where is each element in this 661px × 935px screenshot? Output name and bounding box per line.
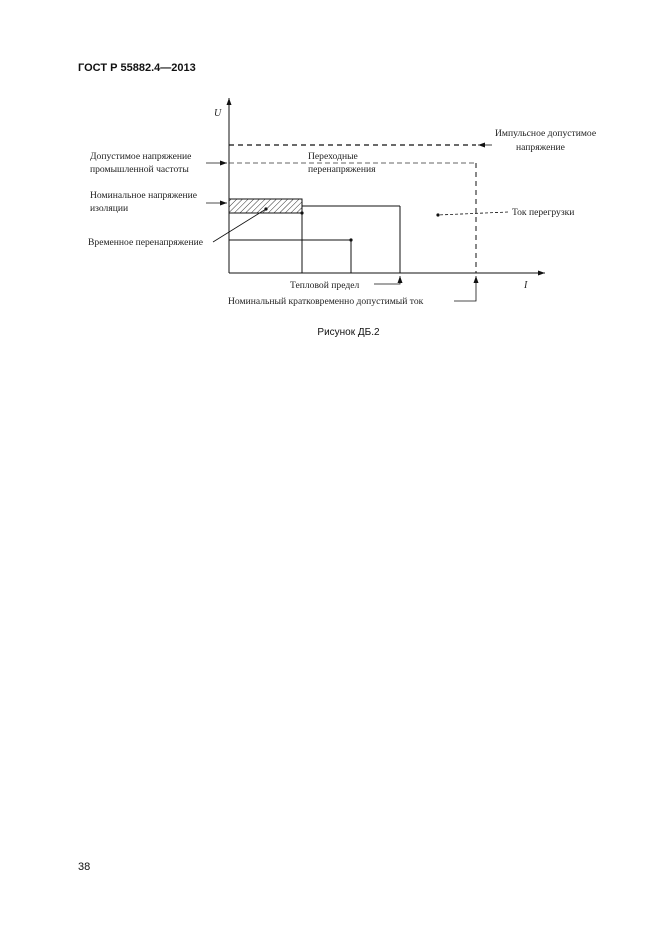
u-axis-label: U: [214, 108, 222, 119]
short-time-leader: [454, 276, 476, 301]
nominal-label-1: Номинальное напряжение: [90, 190, 197, 201]
industrial-label-2: промышленной частоты: [90, 164, 189, 175]
rated-insulation-band: [229, 199, 302, 213]
document-header: ГОСТ Р 55882.4—2013: [78, 62, 196, 74]
overload-leader: [438, 212, 508, 215]
impulse-label-1: Импульсное допустимое: [495, 128, 597, 139]
thermal-leader: [374, 276, 400, 284]
page-number: 38: [78, 861, 91, 873]
nominal-label-2: изоляции: [90, 203, 129, 214]
i-axis-label: I: [524, 280, 528, 291]
industrial-label-1: Допустимое напряжение: [90, 151, 192, 162]
impulse-label-2: напряжение: [516, 142, 565, 153]
overload-leader-dot: [436, 213, 439, 216]
temporary-leader-dot: [264, 207, 267, 210]
overload-label: Ток перегрузки: [512, 207, 575, 218]
figure-caption: Рисунок ДБ.2: [317, 327, 380, 338]
thermal-corner-dot: [300, 211, 303, 214]
temporary-leader: [213, 209, 266, 242]
transient-label-2: перенапряжения: [308, 164, 376, 175]
transient-label-1: Переходные: [308, 151, 358, 162]
thermal-label: Тепловой предел: [290, 280, 360, 291]
short-time-label: Номинальный кратковременно допустимый ток: [228, 296, 424, 307]
temporary-corner-dot: [349, 238, 352, 241]
temporary-label: Временное перенапряжение: [88, 237, 203, 248]
